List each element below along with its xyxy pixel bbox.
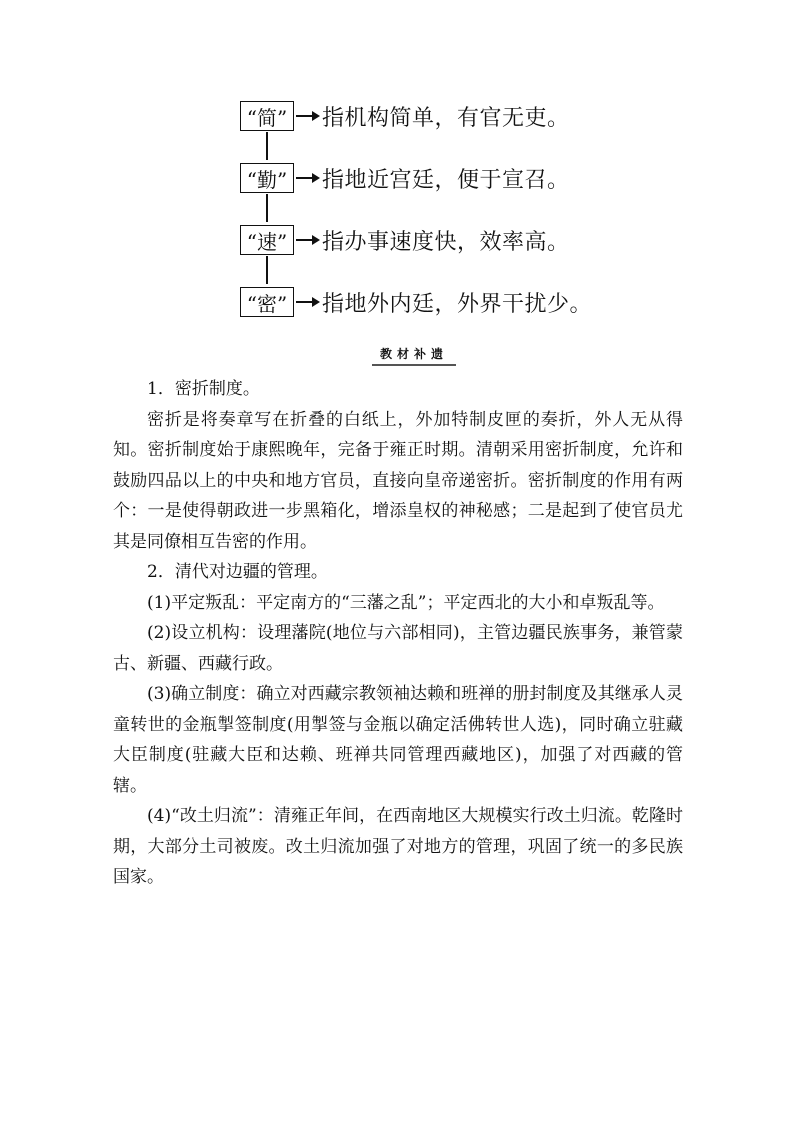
connector-line xyxy=(266,132,268,160)
term-description: 指办事速度快，效率高。 xyxy=(322,229,570,255)
list-item: (4)“改土归流”：清雍正年间，在西南地区大规模实行改土归流。乾隆时期，大部分土司被废。改土归流加强了对地方的管理，巩固了统一的多民族国家。 xyxy=(113,806,683,887)
section-title: 2．清代对边疆的管理。 xyxy=(147,562,328,582)
term-box: “速” xyxy=(240,225,294,255)
right-arrow-icon xyxy=(296,109,320,123)
term-description: 指机构简单，有官无吏。 xyxy=(322,105,570,131)
diagram-row xyxy=(240,98,570,134)
section-title: 1．密折制度。 xyxy=(147,379,260,399)
term-description: 指地外内廷，外界干扰少。 xyxy=(322,291,593,317)
connector-line xyxy=(266,194,268,222)
body-text xyxy=(113,374,683,893)
right-arrow-icon xyxy=(296,233,320,247)
diagram-row xyxy=(240,222,570,258)
supplement-heading: 教材补遗 xyxy=(379,347,448,361)
connector-line xyxy=(266,256,268,284)
list-item: (2)设立机构：设理藩院(地位与六部相同)，主管边疆民族事务，兼管蒙古、新疆、西藏行政。 xyxy=(113,623,683,674)
list-item: (3)确立制度：确立对西藏宗教领袖达赖和班禅的册封制度及其继承人灵童转世的金瓶掣签制度(用掣签与金瓶以确定活佛转世人选)，同时确立驻藏大臣制度(驻藏大臣和达赖、班禅共同管理西藏地区)，加强了对西藏的管辖。 xyxy=(113,684,683,796)
four-features-diagram xyxy=(240,98,660,330)
diagram-row xyxy=(240,284,592,320)
term-box: “勤” xyxy=(240,163,294,193)
list-item: (1)平定叛乱：平定南方的“三藩之乱”；平定西北的大小和卓叛乱等。 xyxy=(147,592,665,613)
heading-underline xyxy=(372,364,456,366)
paragraph: 密折是将奏章写在折叠的白纸上，外加特制皮匣的奏折，外人无从得知。密折制度始于康熙晚年，完备于雍正时期。清朝采用密折制度，允许和鼓励四品以上的中央和地方官员，直接向皇帝递密折。密折制度的作用有两个：一是使得朝政进一步黑箱化，增添皇权的神秘感；二是起到了使官员尤其是同僚相互告密的作用。 xyxy=(113,409,683,552)
term-box: “密” xyxy=(240,287,294,317)
right-arrow-icon xyxy=(296,295,320,309)
term-box: “简” xyxy=(240,101,294,131)
diagram-row xyxy=(240,160,570,196)
term-description: 指地近宫廷，便于宣召。 xyxy=(322,167,570,193)
right-arrow-icon xyxy=(296,171,320,185)
